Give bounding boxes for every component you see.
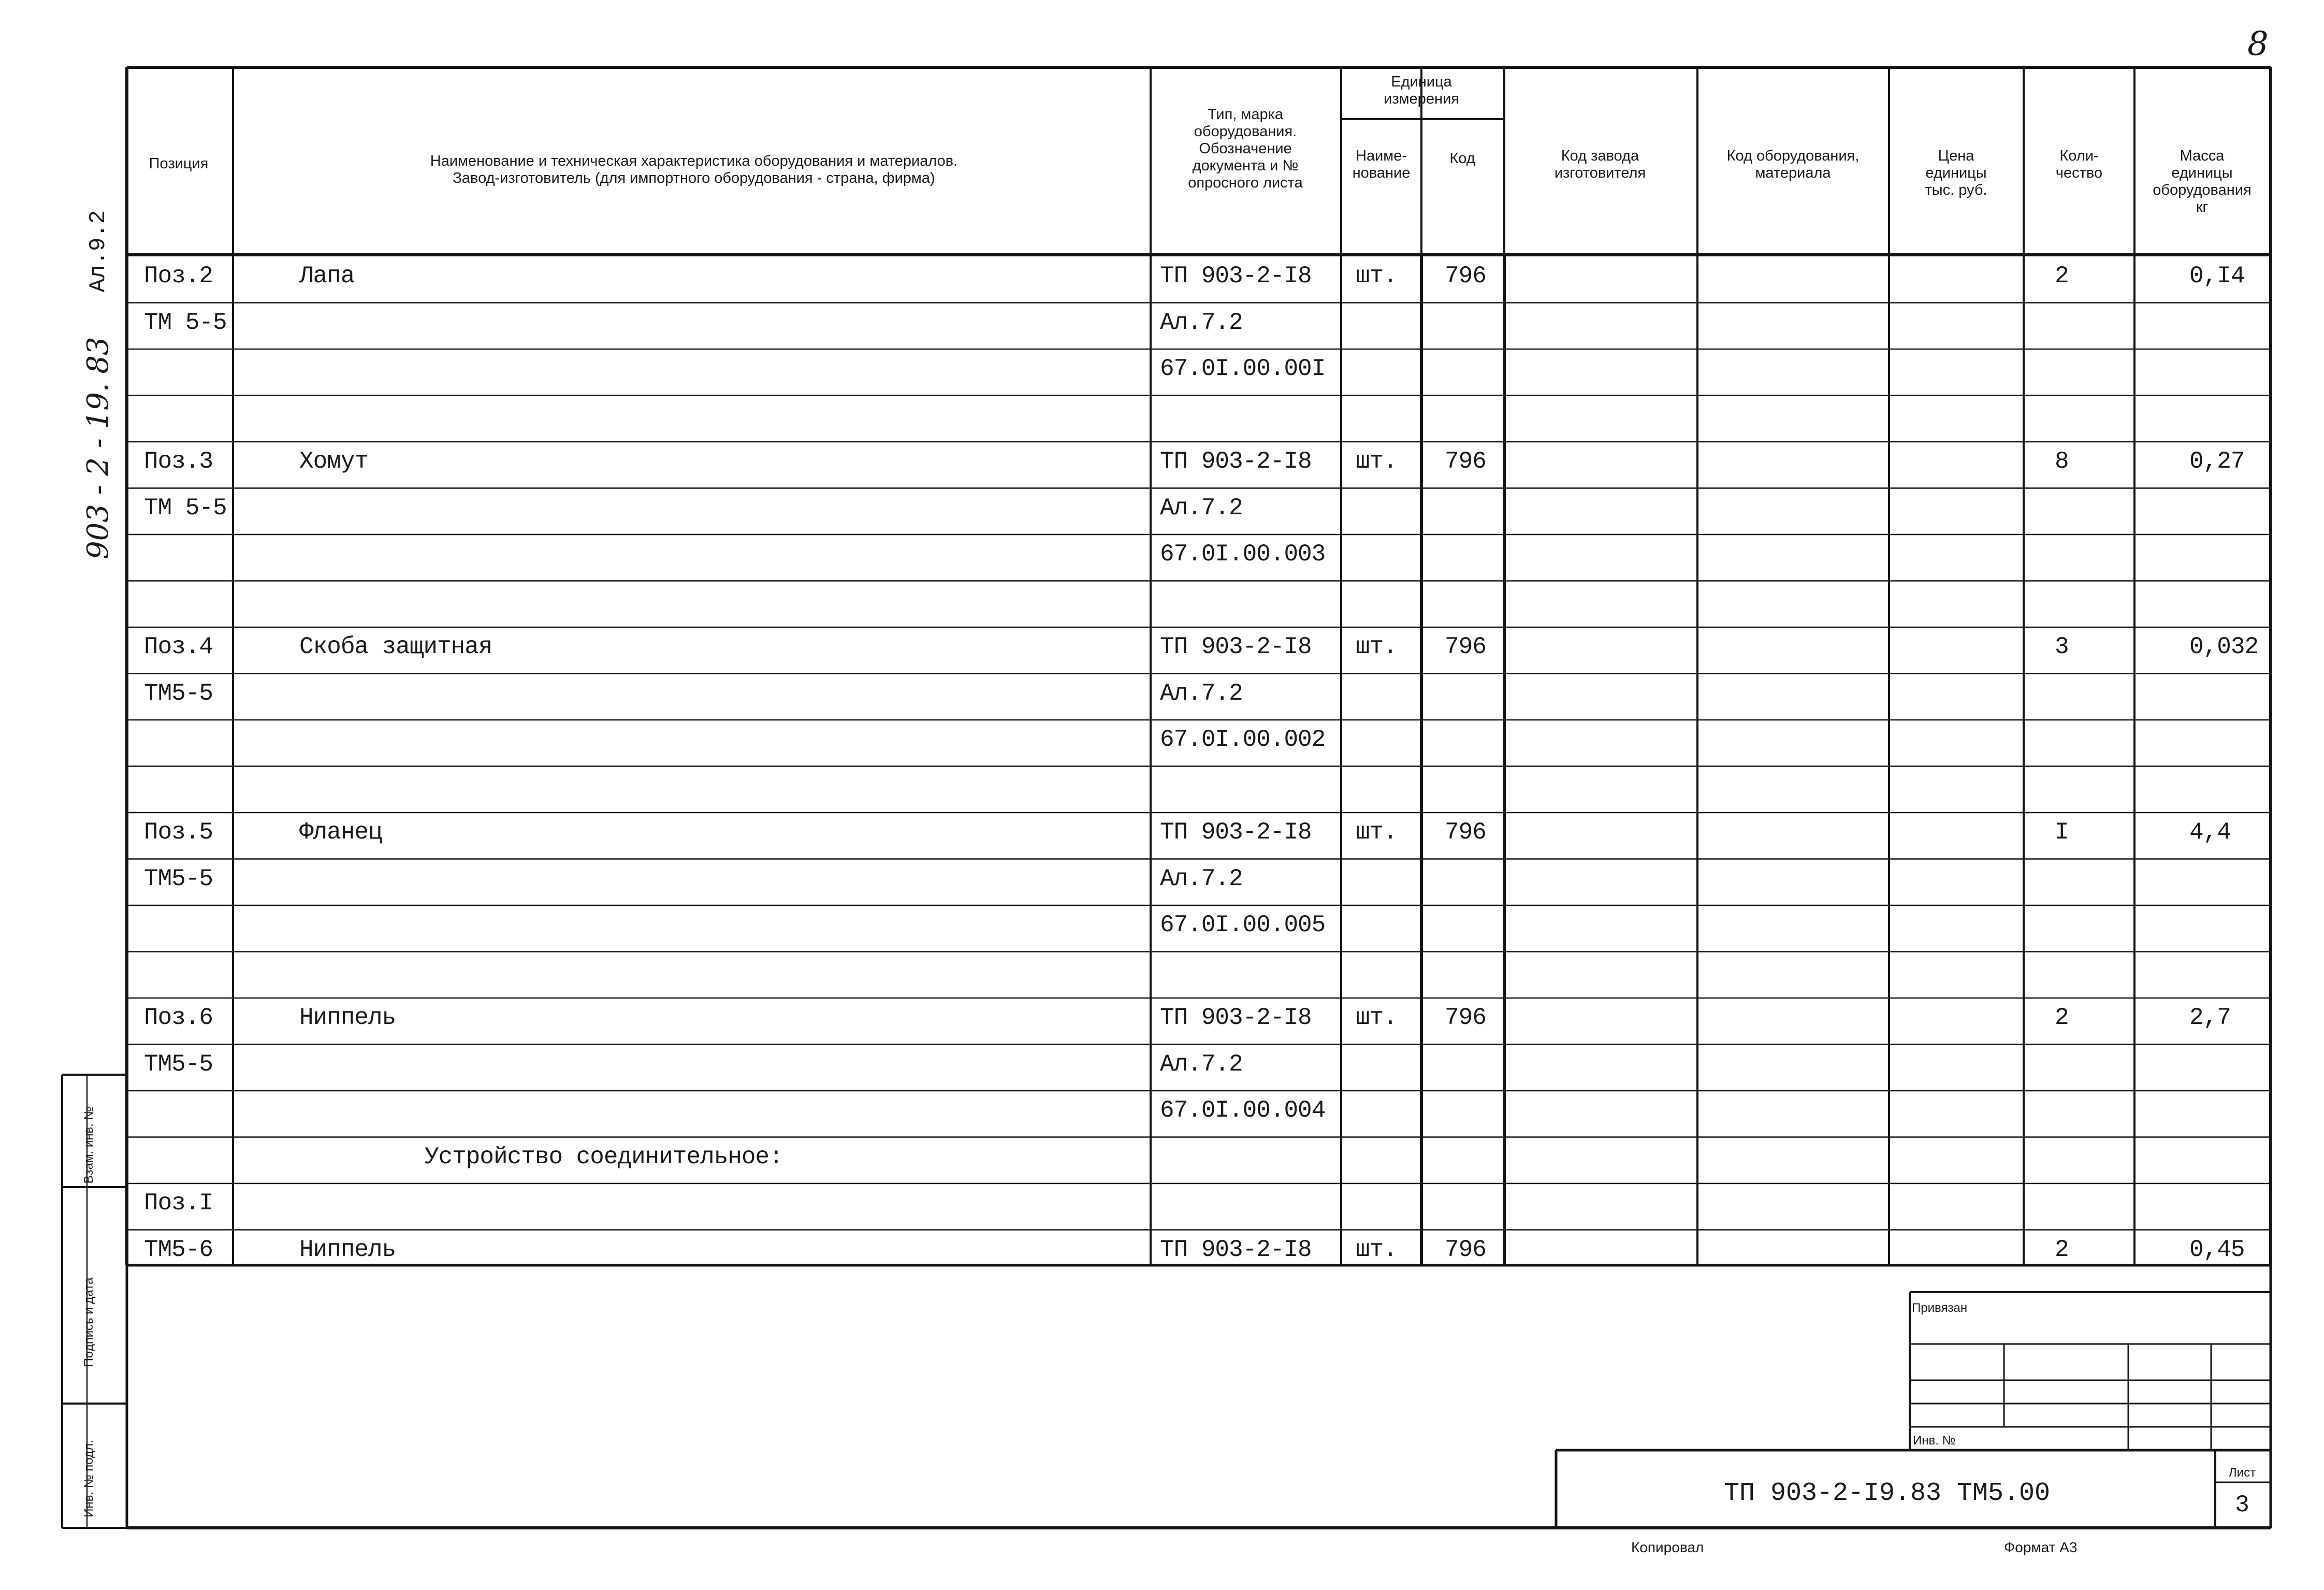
- table-row: [0, 627, 2324, 674]
- cell-code: 796: [1445, 263, 1486, 290]
- cell-mass: 0,I4: [2189, 263, 2245, 290]
- cell-quantity: 2: [2055, 1004, 2069, 1031]
- privyazan-label: Привязан: [1912, 1301, 1968, 1315]
- cell-position: Поз.5: [144, 819, 213, 846]
- cell-mass: 0,032: [2189, 633, 2259, 660]
- cell-type: ТП 903-2-I8: [1160, 819, 1312, 846]
- cell-quantity: 8: [2055, 448, 2069, 475]
- cell-type: Ал.7.2: [1160, 494, 1243, 522]
- table-row: [0, 813, 2324, 859]
- cell-type: ТП 903-2-I8: [1160, 633, 1312, 660]
- table-row: [0, 488, 2324, 535]
- inv-no-label: Инв. №: [1913, 1434, 1956, 1448]
- header-type: Тип, марка оборудования. Обозначение документа и № опросного листа: [1188, 106, 1303, 191]
- table-row: [0, 396, 2324, 442]
- header-unit-name: Наиме- нование: [1352, 148, 1411, 181]
- table-row: [0, 581, 2324, 628]
- table-row: [0, 1045, 2324, 1091]
- format-label: Формат А3: [2004, 1539, 2078, 1555]
- cell-position: ТМ 5-5: [144, 309, 227, 336]
- cell-position: ТМ5-6: [144, 1236, 213, 1263]
- header-equipment-code: Код оборудования, материала: [1726, 148, 1860, 181]
- sheet-value: 3: [2235, 1492, 2249, 1519]
- cell-name: Лапа: [299, 263, 355, 290]
- cell-position: Поз.3: [144, 448, 213, 475]
- cell-mass: 0,45: [2189, 1236, 2245, 1263]
- table-row: [0, 1091, 2324, 1137]
- header-mass: Масса единицы оборудования кг: [2153, 148, 2252, 215]
- cell-type: 67.0I.00.003: [1160, 541, 1326, 568]
- cell-type: 67.0I.00.00I: [1160, 355, 1326, 382]
- sheet-label: Лист: [2228, 1466, 2256, 1480]
- cell-mass: 4,4: [2189, 819, 2231, 846]
- cell-position: ТМ 5-5: [144, 494, 227, 522]
- cell-type: 67.0I.00.004: [1160, 1097, 1326, 1124]
- cell-type: ТП 903-2-I8: [1160, 263, 1312, 290]
- header-price: Цена единицы тыс. руб.: [1925, 148, 1987, 198]
- cell-mass: 2,7: [2189, 1004, 2231, 1031]
- cell-position: ТМ5-5: [144, 1050, 213, 1078]
- album-reference: Ал.9.2: [85, 210, 111, 293]
- table-row: [0, 952, 2324, 999]
- vzam-inv-label: Взам. инв. №: [82, 1106, 96, 1184]
- header-plant-code: Код завода изготовителя: [1554, 148, 1646, 181]
- header-unit-code: Код: [1449, 150, 1475, 167]
- cell-code: 796: [1445, 1236, 1486, 1263]
- table-row: [0, 1137, 2324, 1184]
- table-row: [0, 442, 2324, 488]
- table-row: [0, 859, 2324, 906]
- table-row: [0, 303, 2324, 350]
- inv-podl-label: Инв. № подл.: [82, 1440, 96, 1517]
- project-number-handwritten: 903 - 2 - 19. 83: [81, 337, 115, 559]
- cell-unit: шт.: [1356, 1004, 1397, 1031]
- cell-name: Ниппель: [299, 1236, 396, 1263]
- cell-position: Поз.2: [144, 263, 213, 290]
- cell-position: Поз.I: [144, 1190, 213, 1217]
- cell-type: 67.0I.00.002: [1160, 726, 1326, 753]
- table-row: [0, 256, 2324, 303]
- cell-unit: шт.: [1356, 633, 1397, 660]
- table-row: [0, 1230, 2324, 1277]
- cell-code: 796: [1445, 633, 1486, 660]
- cell-unit: шт.: [1356, 263, 1397, 290]
- cell-type: Ал.7.2: [1160, 309, 1243, 336]
- table-row: [0, 349, 2324, 396]
- cell-type: ТП 903-2-I8: [1160, 1004, 1312, 1031]
- document-designation: ТП 903-2-I9.83 ТМ5.00: [1723, 1479, 2051, 1508]
- table-row: [0, 534, 2324, 581]
- cell-position: ТМ5-5: [144, 865, 213, 892]
- cell-position: Поз.6: [144, 1004, 213, 1031]
- handwritten-sheet-number: 8: [2247, 25, 2269, 63]
- header-unit: Единица измерения: [1384, 74, 1459, 107]
- cell-quantity: 2: [2055, 263, 2069, 290]
- cell-name: Фланец: [299, 819, 382, 846]
- signature-date-label: Подпись и дата: [82, 1277, 96, 1367]
- cell-type: Ал.7.2: [1160, 865, 1243, 892]
- cell-quantity: 3: [2055, 633, 2069, 660]
- table-row: [0, 767, 2324, 813]
- cell-name: Хомут: [299, 448, 369, 475]
- cell-type: ТП 903-2-I8: [1160, 448, 1312, 475]
- table-row: [0, 674, 2324, 720]
- cell-unit: шт.: [1356, 448, 1397, 475]
- cell-position: Поз.4: [144, 633, 213, 660]
- cell-type: ТП 903-2-I8: [1160, 1236, 1312, 1263]
- cell-code: 796: [1445, 1004, 1486, 1031]
- cell-type: 67.0I.00.005: [1160, 912, 1326, 938]
- copied-label: Копировал: [1631, 1539, 1704, 1555]
- cell-type: Ал.7.2: [1160, 1050, 1243, 1078]
- cell-code: 796: [1445, 448, 1486, 475]
- cell-type: Ал.7.2: [1160, 680, 1243, 707]
- table-row: [0, 905, 2324, 952]
- cell-quantity: 2: [2055, 1236, 2069, 1263]
- cell-quantity: I: [2055, 819, 2069, 846]
- header-position: Позиция: [149, 155, 209, 172]
- cell-unit: шт.: [1356, 1236, 1397, 1263]
- table-row: [0, 1183, 2324, 1230]
- header-quantity: Коли- чество: [2055, 148, 2103, 181]
- cell-name: Скоба защитная: [299, 633, 492, 660]
- table-row: [0, 720, 2324, 767]
- cell-code: 796: [1445, 819, 1486, 846]
- cell-name: Устройство соединительное:: [425, 1143, 783, 1170]
- table-row: [0, 998, 2324, 1045]
- cell-position: ТМ5-5: [144, 680, 213, 707]
- cell-unit: шт.: [1356, 819, 1397, 846]
- cell-mass: 0,27: [2189, 448, 2245, 475]
- cell-name: Ниппель: [299, 1004, 396, 1031]
- header-name: Наименование и техническая характеристика оборудования и материалов. Завод-изготовитель (для импортного оборудования - страна, фирма): [430, 153, 958, 186]
